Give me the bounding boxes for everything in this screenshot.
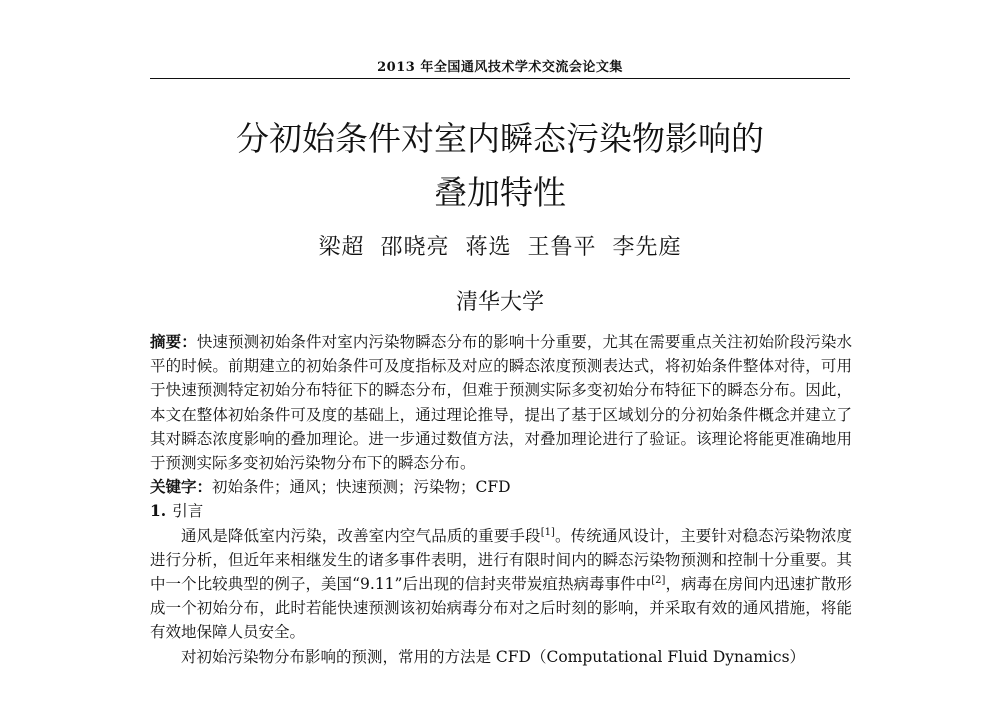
intro-paragraph-2: 对初始污染物分布影响的预测，常用的方法是 CFD（Computational Fluid Dynamics） <box>181 647 806 666</box>
section-number: 1. <box>150 501 167 521</box>
citation-ref-2: [2] <box>651 574 666 586</box>
intro-p1-part-c: ，病毒在房间内迅速扩散形成一个初始分布，此时若能快速预测该初始病毒分布对之后时刻的影响，并采取有效的通风措施，将能有效地保障人员安全。 <box>150 575 852 642</box>
keywords-text: 初始条件；通风；快速预测；污染物；CFD <box>212 478 511 497</box>
body-block <box>150 330 852 669</box>
running-header: 2013 年全国通风技术学术交流会论文集 <box>377 60 623 75</box>
authors: 梁超 邵晓亮 蒋选 王鲁平 李先庭 <box>318 235 682 260</box>
title-line-2: 叠加特性 <box>434 173 566 212</box>
keywords <box>150 475 852 499</box>
abstract <box>150 330 852 475</box>
header-rule <box>150 78 850 79</box>
title-line-1: 分初始条件对室内瞬态污染物影响的 <box>236 119 764 158</box>
abstract-paragraph <box>150 330 852 475</box>
paper-title <box>140 112 860 220</box>
keywords-label: 关键字： <box>150 477 213 497</box>
intro-paragraph-1 <box>150 524 852 645</box>
section-introduction <box>150 499 852 668</box>
abstract-label: 摘要： <box>150 332 197 351</box>
intro-p1-part-a: 通风是降低室内污染，改善室内空气品质的重要手段 <box>181 526 541 545</box>
abstract-text: 快速预测初始条件对室内污染物瞬态分布的影响十分重要，尤其在需要重点关注初始阶段污染水平的时候。前期建立的初始条件可及度指标及对应的瞬态浓度预测表达式，将初始条件整体对待，可用于快速预测特定初始分布特征下的瞬态分布，但难于预测实际多变初始分布特征下的瞬态分布。因此，本文在整体初始条件可及度的基础上，通过理论推导，提出了基于区域划分的分初始条件概念并建立了其对瞬态浓度影响的叠加理论。进一步通过数值方法，对叠加理论进行了验证。该理论将能更准确地用于预测实际多变初始污染物分布下的瞬态分布。 <box>150 333 852 473</box>
section-title: 引言 <box>172 502 204 521</box>
citation-ref-1: [1] <box>540 526 555 538</box>
affiliation: 清华大学 <box>455 290 544 315</box>
intro-p1-part-b: 。传统通风设计，主要针对稳态污染物浓度进行分析，但近年来相继发生的诸多事件表明，进行有限时间内的瞬态污染物预测和控制十分重要。其中一个比较典型的例子，美国“9.11”后出现的信封夹带炭疽热病毒事件中 <box>150 526 852 594</box>
section-heading <box>150 499 852 523</box>
